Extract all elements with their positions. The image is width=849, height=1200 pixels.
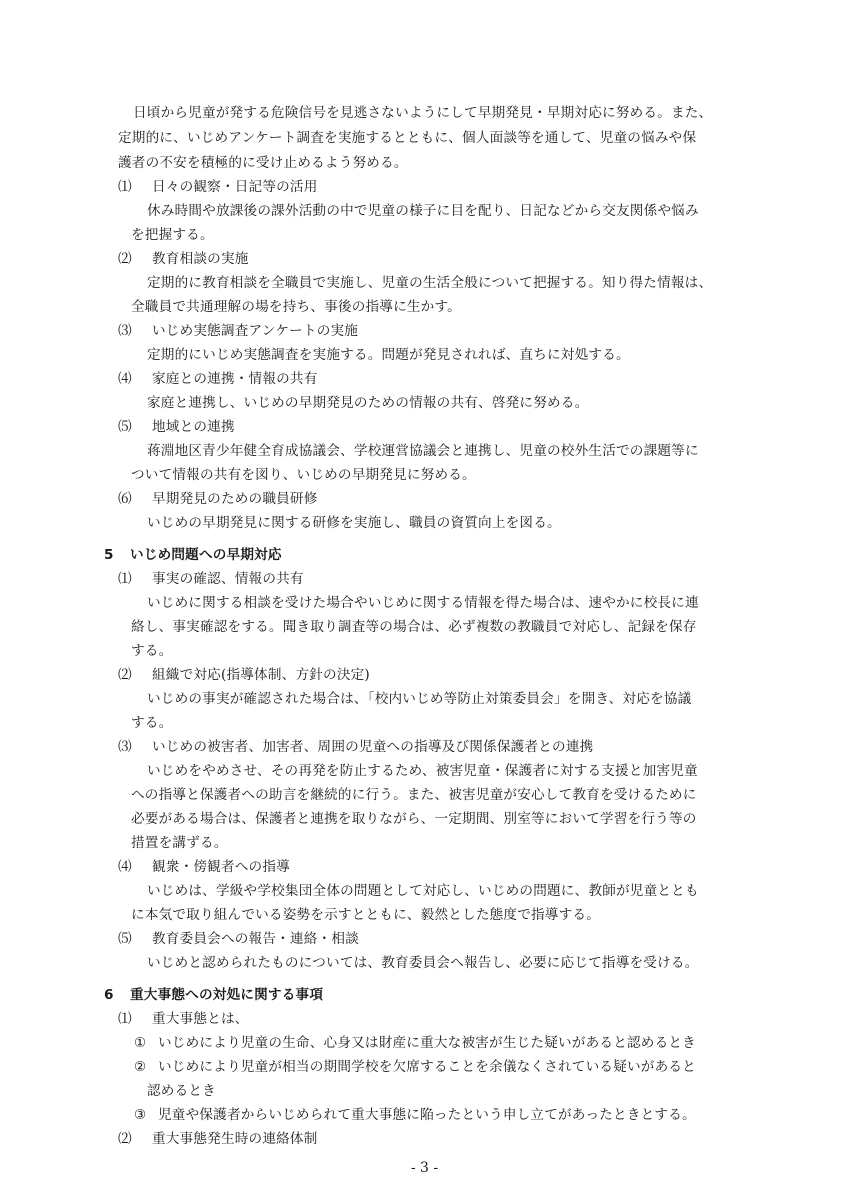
item-body-line: いじめの事実が確認された場合は、「校内いじめ等防止対策委員会」を開き、対応を協議 (147, 691, 692, 707)
item-number: ⑶ (118, 323, 132, 339)
item-body-line: いじめと認められたものについては、教育委員会へ報告し、必要に応じて指導を受ける。 (147, 955, 699, 971)
item-body-line: 必要がある場合は、保護者と連携を取りながら、一定期間、別室等において学習を行う等の (131, 811, 697, 827)
item-title: 組織で対応(指導体制、方針の決定) (152, 667, 370, 683)
section-title: 重大事態への対処に関する事項 (130, 987, 324, 1003)
item-heading (118, 665, 370, 685)
item-body-line: を把握する。 (131, 227, 214, 243)
item-title: 教育委員会への報告・連絡・相談 (152, 931, 359, 947)
item-body-line: ついて情報の共有を図り、いじめの早期発見に努める。 (131, 467, 476, 483)
circled-number: ② (134, 1059, 147, 1075)
item-number: ⑷ (118, 859, 132, 875)
item-body-line: する。 (131, 643, 173, 659)
item-body-line: に本気で取り組んでいる姿勢を示すとともに、毅然とした態度で指導する。 (131, 907, 600, 923)
intro-line: 日頃から児童が発する危険信号を見逃さないようにして早期発見・早期対応に努める。また、 (133, 105, 713, 121)
item-body-line: 休み時間や放課後の課外活動の中で児童の様子に目を配り、日記などから交友関係や悩み (147, 203, 699, 219)
item-body-line: 措置を講ずる。 (131, 835, 228, 851)
item-title: いじめ実態調査アンケートの実施 (152, 323, 359, 339)
circled-text: 児童や保護者からいじめられて重大事態に陥ったという申し立てがあったときとする。 (158, 1107, 696, 1123)
intro-line: 護者の不安を積極的に受け止めるよう努める。 (118, 155, 408, 171)
item-number: ⑹ (118, 491, 132, 507)
item-body-line: する。 (131, 715, 173, 731)
section-heading (104, 985, 323, 1005)
item-body-line: いじめは、学級や学校集団全体の問題として対応し、いじめの問題に、教師が児童ととも (147, 883, 699, 899)
item-title: 早期発見のための職員研修 (152, 491, 318, 507)
item-body-line: いじめに関する相談を受けた場合やいじめに関する情報を得た場合は、速やかに校長に連 (147, 595, 699, 611)
item-heading (118, 417, 235, 437)
item-title: 観衆・傍観者への指導 (152, 859, 290, 875)
item-title: 家庭との連携・情報の共有 (152, 371, 318, 387)
item-body-line: 蒋淵地区青少年健全育成協議会、学校運営協議会と連携し、児童の校外生活での課題等に (147, 443, 699, 459)
section-title: いじめ問題への早期対応 (130, 547, 282, 563)
item-title: 日々の観察・日記等の活用 (152, 179, 318, 195)
item-body-line: いじめをやめさせ、その再発を防止するため、被害児童・保護者に対する支援と加害児童 (147, 763, 698, 779)
item-number: ⑵ (118, 667, 132, 683)
item-title: 事実の確認、情報の共有 (152, 571, 304, 587)
item-body-line: 絡し、事実確認をする。聞き取り調査等の場合は、必ず複数の教職員で対応し、記録を保存 (131, 619, 697, 635)
item-body-line: いじめの早期発見に関する研修を実施し、職員の資質向上を図る。 (147, 515, 561, 531)
circled-item (134, 1105, 696, 1125)
item-heading (118, 1129, 318, 1149)
item-heading (118, 369, 318, 389)
item-number: ⑸ (118, 931, 132, 947)
circled-text: いじめにより児童の生命、心身又は財産に重大な被害が生じた疑いがあると認めるとき (158, 1035, 696, 1051)
item-heading (118, 177, 318, 197)
section-number: 5 (104, 547, 114, 563)
item-heading (118, 249, 249, 269)
circled-text-continuation: 認めるとき (147, 1083, 216, 1099)
item-body-line: 定期的に教育相談を全職員で実施し、児童の生活全般について把握する。知り得た情報は、 (147, 275, 713, 291)
item-title: 地域との連携 (152, 419, 235, 435)
item-number: ⑷ (118, 371, 132, 387)
circled-text: いじめにより児童が相当の期間学校を欠席することを余儀なくされている疑いがあると (158, 1059, 696, 1075)
item-title: 教育相談の実施 (152, 251, 249, 267)
item-heading (118, 737, 593, 757)
item-heading (118, 569, 304, 589)
item-number: ⑶ (118, 739, 132, 755)
circled-item (134, 1057, 696, 1077)
circled-number: ③ (134, 1107, 147, 1123)
item-heading (118, 321, 358, 341)
item-number: ⑴ (118, 1011, 132, 1027)
item-number: ⑵ (118, 1131, 132, 1147)
item-number: ⑴ (118, 179, 132, 195)
item-number: ⑴ (118, 571, 132, 587)
item-heading (118, 489, 318, 509)
item-body-line: 全職員で共通理解の場を持ち、事後の指導に生かす。 (131, 299, 461, 315)
item-heading (118, 1009, 249, 1029)
page-number: - 3 - (410, 1160, 439, 1176)
item-body-line: への指導と保護者への助言を継続的に行う。また、被害児童が安心して教育を受けるために (131, 787, 697, 803)
item-title: 重大事態発生時の連絡体制 (152, 1131, 318, 1147)
item-number: ⑵ (118, 251, 132, 267)
item-heading (118, 929, 359, 949)
circled-item (134, 1033, 696, 1053)
circled-number: ① (134, 1035, 147, 1051)
item-heading (118, 857, 290, 877)
section-number: 6 (104, 987, 114, 1003)
section-heading (104, 545, 282, 565)
item-title: 重大事態とは、 (152, 1011, 249, 1027)
item-number: ⑸ (118, 419, 132, 435)
item-title: いじめの被害者、加害者、周囲の児童への指導及び関係保護者との連携 (152, 739, 594, 755)
intro-line: 定期的に、いじめアンケート調査を実施するとともに、個人面談等を通して、児童の悩みや保 (118, 130, 697, 146)
item-body-line: 家庭と連携し、いじめの早期発見のための情報の共有、啓発に努める。 (147, 395, 589, 411)
item-body-line: 定期的にいじめ実態調査を実施する。問題が発見されれば、直ちに対処する。 (147, 347, 630, 363)
